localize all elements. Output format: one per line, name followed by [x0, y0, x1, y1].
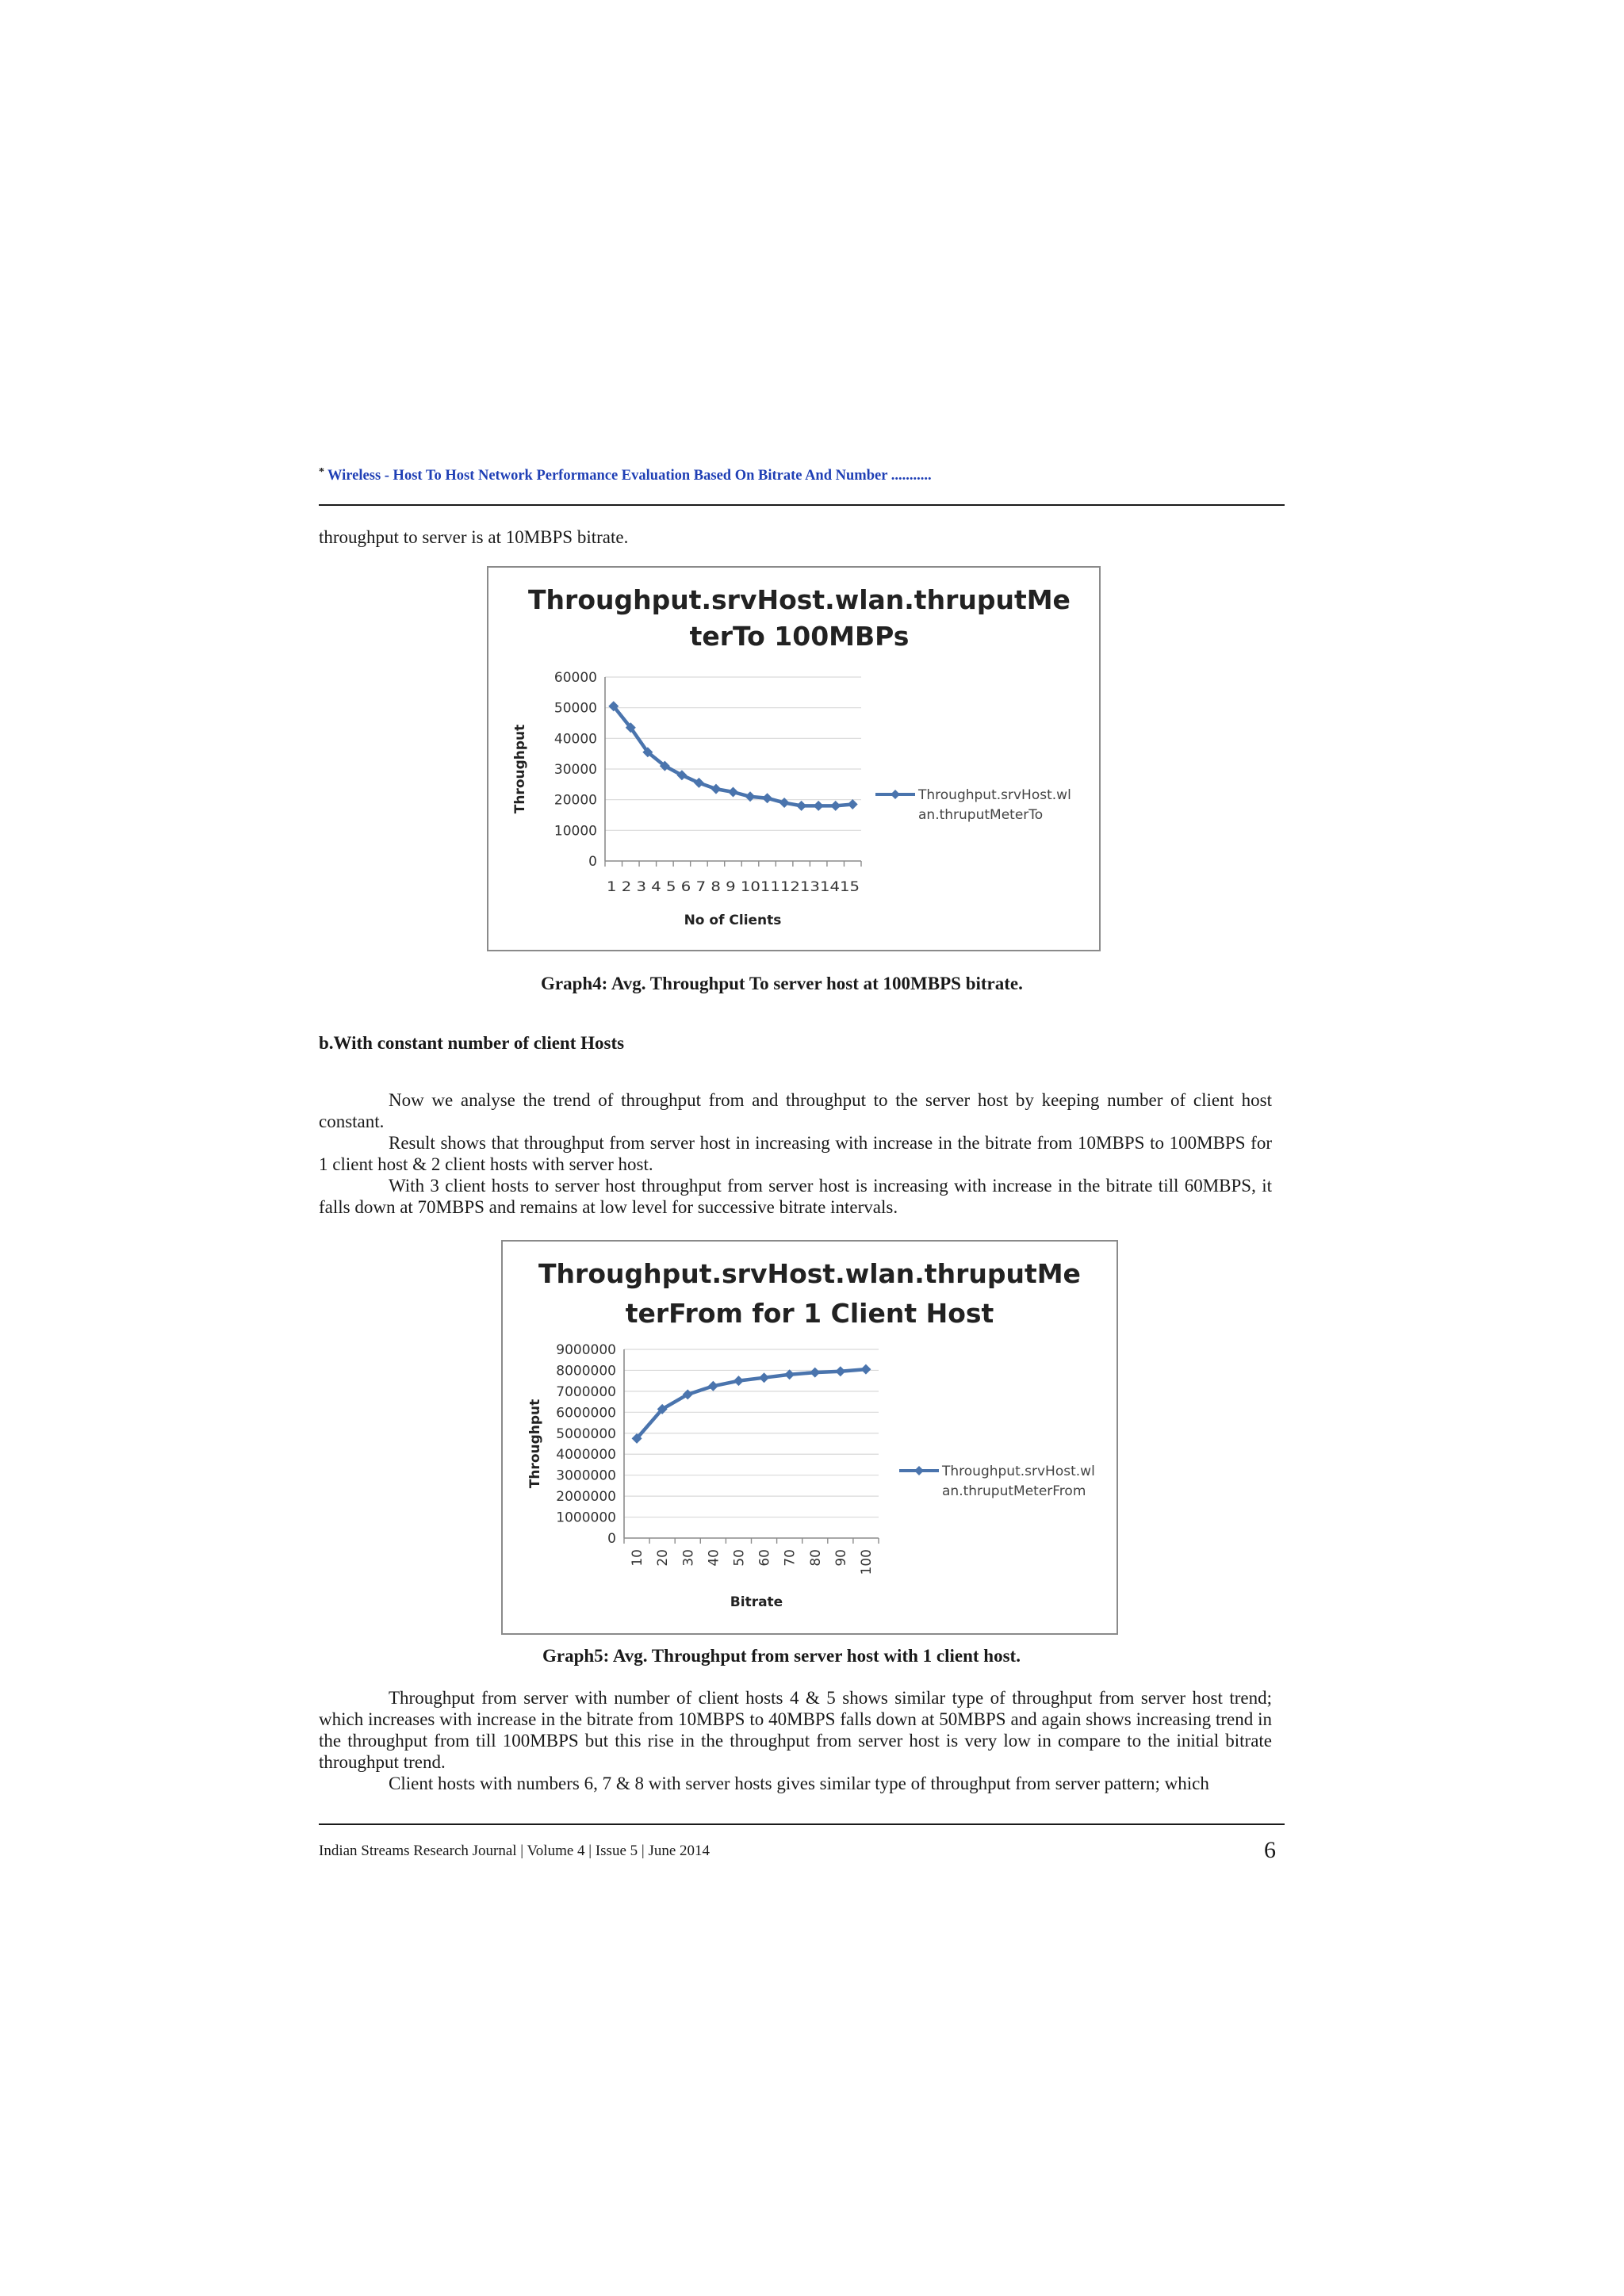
- graph4-data-point: [694, 778, 704, 788]
- graph5-x-tick-label: 90: [833, 1549, 849, 1567]
- graph4-data-point: [796, 801, 806, 811]
- graph5-data-point: [835, 1366, 845, 1376]
- graph4-y-tick-label: 0: [588, 854, 597, 870]
- intro-line: throughput to server is at 10MBPS bitrate.: [319, 527, 629, 547]
- graph5-x-tick-label: 30: [680, 1549, 697, 1567]
- header-rule: [319, 504, 1285, 506]
- graph4-data-point: [814, 801, 824, 811]
- page-number: 6: [1264, 1837, 1276, 1863]
- graph5-title-line: terFrom for 1 Client Host: [625, 1298, 994, 1329]
- graph4-data-point: [830, 801, 841, 811]
- graph5-data-point: [708, 1381, 718, 1391]
- graph4-y-tick-label: 20000: [553, 792, 597, 809]
- graph5-x-tick-label: 40: [706, 1549, 722, 1567]
- graph4-data-point: [745, 791, 756, 802]
- graph4-y-tick-label: 40000: [553, 731, 597, 748]
- graph5-x-tick-label: 50: [731, 1549, 748, 1567]
- graph5-caption: Graph5: Avg. Throughput from server host with 1 client host.: [542, 1646, 1021, 1666]
- paragraph-3: With 3 client hosts to server host throughput from server host is increasing with increase in the bitrate till 60MBPS, it falls down at 70MBPS and remains at low level for successive bitrate intervals.: [319, 1176, 1272, 1217]
- graph5-y-tick-label: 0: [607, 1531, 616, 1547]
- graph5-series-line: [637, 1369, 866, 1438]
- graph4-data-point: [848, 799, 858, 809]
- graph5-data-point: [759, 1372, 769, 1383]
- graph5-x-tick-label: 60: [756, 1549, 773, 1567]
- graph4-x-axis-label: No of Clients: [684, 913, 782, 928]
- graph4-caption: Graph4: Avg. Throughput To server host at 100MBPS bitrate.: [541, 974, 1023, 993]
- graph4-data-point: [779, 798, 790, 808]
- graph5-y-tick-label: 7000000: [556, 1383, 616, 1400]
- running-header: [319, 468, 1285, 484]
- graph5-legend-marker: [914, 1466, 924, 1475]
- paragraph-2: Result shows that throughput from server host in increasing with increase in the bitrate from 10MBPS to 100MBPS for 1 client host & 2 client hosts with server host.: [319, 1133, 1272, 1174]
- section-heading: b.With constant number of client Hosts: [319, 1033, 625, 1053]
- graph4-x-tick-labels: 1 2 3 4 5 6 7 8 9 101112131415: [607, 879, 860, 895]
- graph5-x-tick-label: 80: [807, 1549, 824, 1567]
- closing-paragraphs: [319, 1687, 1272, 1794]
- graph5-svg: [503, 1242, 1116, 1633]
- graph5-x-tick-label: 70: [782, 1549, 799, 1567]
- graph4-legend-marker: [891, 790, 900, 799]
- graph4-data-point: [710, 784, 721, 794]
- graph5-legend-label: Throughput.srvHost.wl: [942, 1464, 1095, 1479]
- graph4-data-point: [728, 787, 738, 798]
- closing-paragraph-2: Client hosts with numbers 6, 7 & 8 with server hosts gives similar type of throughput from server pattern; which: [389, 1774, 1209, 1793]
- body-paragraphs: [319, 1089, 1272, 1218]
- graph5-legend-label: an.thruputMeterFrom: [942, 1483, 1086, 1499]
- graph4-legend-label: an.thruputMeterTo: [918, 807, 1044, 823]
- closing-paragraph-1: Throughput from server with number of client hosts 4 & 5 shows similar type of throughput from server host trend; which increases with increase in the bitrate from 10MBPS to 40MBPS falls down at 50MBPS and again shows increasing trend in the throughput from till 100MBPS but this rise in the throughput from server host is very low in compare to the initial bitrate throughput trend.: [319, 1688, 1272, 1772]
- graph5-y-tick-label: 1000000: [556, 1510, 616, 1526]
- graph5-title-line: Throughput.srvHost.wlan.thruputMe: [538, 1258, 1081, 1289]
- graph5-data-point: [784, 1369, 795, 1380]
- paragraph-1: Now we analyse the trend of throughput from and throughput to the server host by keeping number of client host constant.: [319, 1090, 1272, 1131]
- graph5-y-tick-label: 8000000: [556, 1363, 616, 1380]
- graph5-y-tick-label: 3000000: [556, 1468, 616, 1484]
- graph5-y-tick-label: 2000000: [556, 1489, 616, 1506]
- graph4-legend-label: Throughput.srvHost.wl: [918, 787, 1071, 803]
- footer-journal: Indian Streams Research Journal | Volume 4 | Issue 5 | June 2014: [319, 1843, 710, 1859]
- graph5-x-axis-label: Bitrate: [730, 1594, 783, 1610]
- header-title: Wireless - Host To Host Network Performance Evaluation Based On Bitrate And Number ...........: [327, 468, 932, 484]
- graph5-x-tick-label: 20: [655, 1549, 672, 1567]
- graph4-svg: [488, 568, 1099, 950]
- graph5-y-tick-label: 6000000: [556, 1405, 616, 1422]
- graph5-data-point: [810, 1368, 820, 1378]
- graph4-chart: [487, 566, 1101, 951]
- graph5-x-tick-label: 100: [858, 1549, 875, 1575]
- graph5-y-tick-label: 5000000: [556, 1425, 616, 1442]
- graph4-y-tick-label: 30000: [553, 762, 597, 778]
- graph5-x-tick-label: 10: [630, 1549, 646, 1567]
- graph5-y-tick-label: 9000000: [556, 1342, 616, 1358]
- footer-rule: [319, 1823, 1285, 1825]
- graph5-data-point: [733, 1376, 744, 1386]
- graph4-title-line: terTo 100MBPs: [689, 621, 910, 652]
- graph4-data-point: [762, 793, 772, 803]
- graph4-y-axis-label: Throughput: [512, 724, 528, 814]
- graph5-chart: [501, 1240, 1118, 1635]
- graph4-title-line: Throughput.srvHost.wlan.thruputMe: [528, 584, 1071, 615]
- header-marker: *: [319, 466, 324, 478]
- graph4-y-tick-label: 10000: [553, 823, 597, 840]
- graph4-y-tick-label: 50000: [553, 700, 597, 717]
- graph5-y-tick-label: 4000000: [556, 1447, 616, 1464]
- graph4-y-tick-label: 60000: [553, 670, 597, 686]
- graph5-data-point: [860, 1364, 871, 1375]
- graph5-y-axis-label: Throughput: [527, 1399, 543, 1489]
